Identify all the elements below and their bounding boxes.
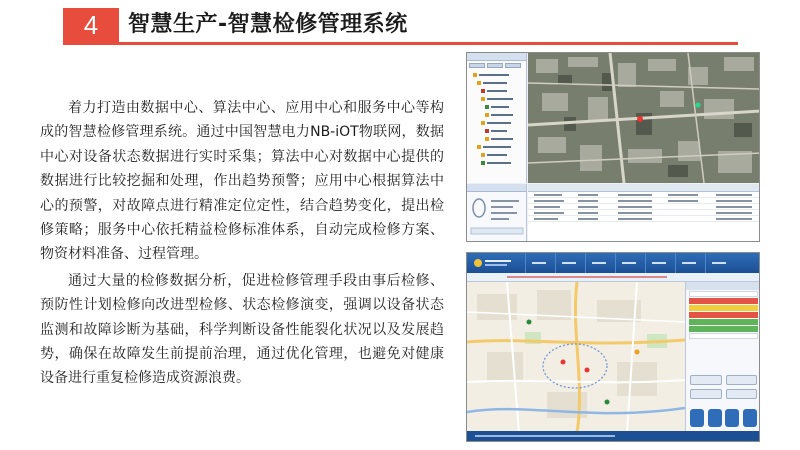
- satellite-map: [528, 53, 760, 183]
- device-status-panel: [685, 282, 760, 433]
- device-info-panel: [467, 184, 527, 242]
- panel-buttons: [690, 375, 757, 399]
- system-screenshot-satellite: [466, 52, 760, 242]
- app-logo-icon: [473, 257, 513, 269]
- app-nav: [525, 253, 731, 273]
- paragraph-2: 通过大量的检修数据分析，促进检修管理手段由事后检修、预防性计划检修向改进型检修、状态检修演变，强调以设备状态监测和故障诊断为基础，科学判断设备性能裂化状况以及发展趋势，确保在故障发生前提前治理，通过优化管理，也避免对健康设备进行重复检修造成资源浪费。: [40, 272, 444, 387]
- maintenance-record-table: [528, 184, 760, 242]
- device-tree-panel: [467, 53, 527, 183]
- body-text: [40, 96, 444, 391]
- title-underline: [63, 42, 738, 45]
- section-number-badge: 4: [63, 8, 119, 42]
- slide-header: [0, 0, 800, 44]
- paragraph-1: 着力打造由数据中心、算法中心、应用中心和服务中心等构成的智慧检修管理系统。通过中国智慧电力NB-iOT物联网，数据中心对设备状态数据进行实时采集；算法中心对数据中心提供的数据进行比较挖掘和处理，作出趋势预警；应用中心根据算法中心的预警，对故障点进行精准定位定性，结合趋势变化，提出检修策略；服务中心依托精益检修标准体系，自动完成检修方案、物资材料准备、过程管理。: [40, 100, 444, 263]
- slide-title: 智慧生产-智慧检修管理系统: [128, 12, 408, 37]
- app-status-bar: [467, 431, 760, 441]
- panel-icons: [690, 409, 757, 427]
- app-alert-bar: [467, 273, 759, 282]
- app-top-bar: [467, 253, 759, 273]
- city-map: [467, 282, 685, 433]
- system-screenshot-map-dashboard: [466, 252, 760, 442]
